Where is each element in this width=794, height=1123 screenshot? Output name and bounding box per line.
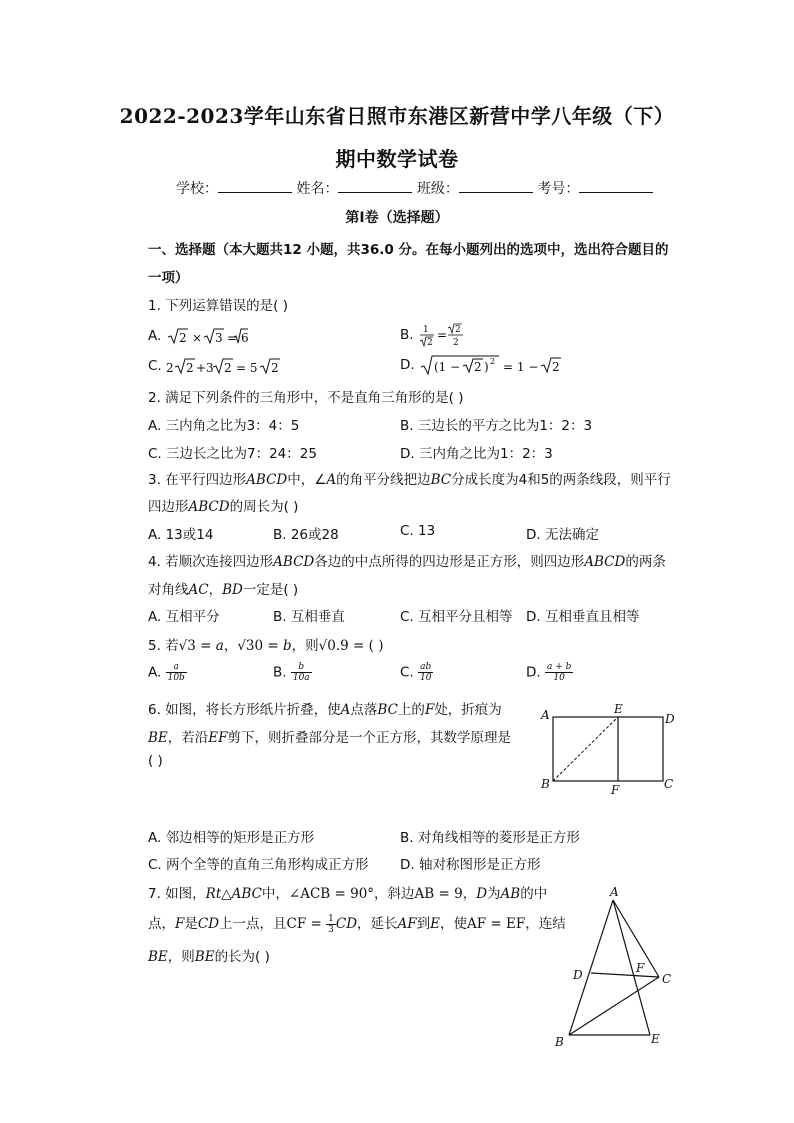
svg-text:2: 2 [224, 361, 232, 375]
q6-text: 处，折痕为 [434, 702, 502, 718]
q7-segment-dc [591, 973, 659, 977]
q1-stem: 1. 下列运算错误的是( ) [148, 298, 288, 314]
q5-b-num: b [291, 662, 312, 673]
q2-option-d[interactable]: D. 三内角之比为1：2：3 [400, 446, 553, 462]
q6-stem [148, 698, 502, 718]
q5-d-num: a + b [546, 662, 572, 672]
school-label: 学校： [176, 181, 218, 197]
q4-text: 对角线 [148, 582, 189, 598]
q7-af: AF [397, 916, 417, 932]
q6-label-b: B [541, 777, 550, 791]
q7-cd: CD [197, 916, 220, 932]
q3-text: 中，∠ [287, 472, 327, 488]
q6-option-c[interactable]: C. 两个全等的直角三角形构成正方形 [148, 857, 369, 873]
q4-abcd: ABCD [273, 554, 315, 570]
name-label: 姓名： [296, 181, 339, 197]
q4-text: 一定是( ) [242, 582, 299, 598]
q5-d-fraction [545, 662, 573, 683]
q6-stem-line3: ( ) [148, 753, 163, 769]
svg-text:= 5: = 5 [236, 361, 258, 375]
q5-b-den: 10a [292, 673, 310, 683]
q3-text: 四边形 [148, 499, 189, 515]
q7-side-bc [569, 977, 659, 1035]
svg-text:= 1 −: = 1 − [502, 360, 539, 374]
q4-option-c[interactable]: C. 互相平分且相等 [400, 609, 513, 625]
instructions-text2: 一项） [148, 270, 189, 286]
q5-d-label: D. [526, 664, 541, 681]
q7-triangle-symbol: △ [221, 886, 232, 902]
q6-text: 6. 如图，将长方形纸片折叠，使 [148, 702, 341, 718]
q3-option-b[interactable]: B. 26或28 [273, 527, 339, 543]
svg-text:2: 2 [454, 325, 461, 335]
q6-label-c: C [664, 777, 674, 791]
q6-label-e: E [614, 702, 623, 716]
school-blank[interactable] [218, 180, 292, 193]
q7-label-b: B [555, 1035, 564, 1049]
q5-stem [148, 634, 383, 654]
q5-d-den: 10 [553, 673, 565, 683]
q5-var-b: b [283, 638, 292, 654]
q4-text: ， [208, 582, 223, 598]
q7-stem-line2 [148, 912, 566, 935]
q6-option-b[interactable]: B. 对角线相等的菱形是正方形 [400, 830, 580, 846]
q7-label-f: F [636, 961, 645, 975]
exam-number-blank[interactable] [579, 180, 653, 193]
q3-abcd: ABCD [188, 499, 230, 515]
q7-cd: CD [335, 916, 358, 932]
q1-d-label: D. [400, 357, 415, 373]
q1-option-b[interactable] [400, 322, 474, 348]
q6-f: F [424, 702, 435, 718]
q6-be: BE [148, 730, 168, 746]
q4-option-d[interactable]: D. 互相垂直且相等 [526, 609, 640, 625]
q3-text: 的周长为( ) [229, 499, 299, 515]
q5-a-num: a [166, 662, 187, 673]
q1-c-label: C. [148, 358, 162, 374]
q7-label-d: D [573, 968, 583, 982]
q7-d: D [476, 886, 488, 902]
q7-stem-line3 [148, 945, 270, 965]
q7-text: ，延长 [357, 916, 398, 932]
q7-text: ， [462, 886, 477, 902]
q5-var-a: a [215, 638, 224, 654]
q7-triangle-figure [550, 884, 690, 1054]
q5-option-a[interactable] [148, 662, 187, 683]
class-label: 班级： [416, 181, 459, 197]
exam-title-line1: 2022-2023学年山东省日照市东港区新营中学八年级（下） [119, 104, 675, 128]
q4-stem-line2 [148, 578, 298, 598]
q2-option-c[interactable]: C. 三边长之比为7：24：25 [148, 446, 317, 462]
q7-text: ，则 [167, 949, 195, 965]
q6-bc: BC [377, 702, 398, 718]
q7-text: 为 [487, 886, 501, 902]
q4-stem [148, 550, 666, 570]
q6-text: ，若沿 [167, 730, 209, 746]
student-info-row [176, 178, 653, 198]
q7-frac-num: 1 [328, 913, 334, 924]
q3-bc: BC [430, 472, 452, 488]
q7-frac-den: 3 [328, 924, 334, 935]
instructions-text1: 一、选择题（本大题共12 小题，共36.0 分。在每小题列出的选项中，选出符合题目的 [148, 242, 669, 258]
q6-text: 剪下，则折叠部分是一个正方形，其数学原理是 [227, 730, 512, 746]
q7-text: 到 [416, 916, 431, 932]
q7-stem [148, 882, 547, 902]
q6-label-a: A [541, 708, 550, 722]
q5-c-label: C. [400, 664, 414, 681]
name-blank[interactable] [338, 180, 412, 193]
q7-text: 是 [184, 916, 198, 932]
q4-option-a[interactable]: A. 互相平分 [148, 609, 220, 625]
instructions-line1 [148, 238, 669, 258]
q7-text: 的中 [520, 886, 548, 902]
q2-option-a[interactable]: A. 三内角之比为3：4：5 [148, 418, 300, 434]
q2-stem: 2. 满足下列条件的三角形中，不是直角三角形的是( ) [148, 390, 464, 406]
q4-bd: BD [222, 582, 243, 598]
q1-a-label: A. [148, 328, 162, 344]
q5-b-label: B. [273, 664, 287, 681]
q6-stem-line2 [148, 726, 511, 746]
q7-label-c: C [662, 972, 672, 986]
q5-text: ， [223, 638, 238, 654]
q5-option-d[interactable] [526, 662, 573, 683]
q7-f: F [175, 916, 185, 932]
q5-a-den: 10b [167, 673, 185, 683]
q6-rectangle-figure [536, 700, 686, 800]
q5-c-num: ab [418, 662, 433, 673]
q1-option-d[interactable] [400, 354, 589, 376]
q1-d-formula [419, 354, 589, 376]
svg-text:2: 2 [186, 361, 194, 375]
q5-eq1: √3 = [178, 638, 216, 654]
instructions-line2 [148, 266, 189, 286]
q7-text: ，斜边 [374, 886, 415, 902]
q7-text: ，连结 [525, 916, 566, 932]
q3-angle-a: A [326, 472, 337, 488]
q5-c-fraction [418, 662, 433, 683]
exam-number-label: 考号： [537, 181, 580, 197]
q3-option-a[interactable]: A. 13或14 [148, 527, 214, 543]
q7-label-a: A [610, 885, 619, 899]
q4-option-b[interactable]: B. 互相垂直 [273, 609, 345, 625]
q6-text: 点落 [350, 702, 378, 718]
exam-title-line2: 期中数学试卷 [335, 147, 459, 171]
q1-c-formula [166, 356, 286, 376]
q4-ac: AC [188, 582, 209, 598]
q5-c-den: 10 [420, 673, 432, 683]
svg-text:2: 2 [178, 331, 187, 345]
svg-text:6: 6 [240, 331, 248, 345]
q7-be: BE [148, 949, 168, 965]
svg-text:2: 2 [473, 360, 482, 374]
q7-angle: ∠ACB = 90° [288, 886, 375, 902]
q6-option-d[interactable]: D. 轴对称图形是正方形 [400, 857, 541, 873]
svg-text:2: 2 [271, 361, 279, 375]
q5-text: ，则 [291, 638, 319, 654]
svg-text:2: 2 [452, 338, 459, 348]
q7-text: 点， [148, 916, 175, 932]
svg-text:(1 −: (1 − [433, 360, 461, 374]
q3-option-c[interactable]: C. 13 [400, 523, 436, 539]
section-title: 第Ⅰ卷（选择题） [345, 210, 449, 226]
q7-segment-ae [613, 900, 650, 1035]
q3-text: 的角平分线把边 [336, 472, 431, 488]
svg-text:+3: +3 [196, 361, 214, 375]
q5-option-c[interactable] [400, 662, 433, 683]
q6-a: A [340, 702, 351, 718]
q1-a-formula [166, 326, 248, 346]
q7-abc: ABC [231, 886, 262, 902]
svg-text:3: 3 [214, 331, 223, 345]
q4-text: 的两条 [625, 554, 666, 570]
q3-stem-line2 [148, 495, 298, 515]
q6-option-a[interactable]: A. 邻边相等的矩形是正方形 [148, 830, 315, 846]
q5-a-label: A. [148, 664, 162, 681]
q7-label-e: E [651, 1032, 660, 1046]
q6-label-d: D [665, 712, 675, 726]
q7-rt: Rt [205, 886, 222, 902]
q6-label-f: F [611, 783, 620, 797]
svg-text:2: 2 [166, 361, 174, 375]
q7-text: 上一点，且 [219, 916, 287, 932]
q5-eq3: √0.9 = ( ) [318, 638, 384, 654]
q4-text: 4. 若顺次连接四边形 [148, 554, 274, 570]
q6-text: 上的 [397, 702, 425, 718]
q7-text: 7. 如图， [148, 886, 206, 902]
svg-text:×: × [191, 331, 202, 345]
q1-b-label: B. [400, 327, 414, 343]
q7-be: BE [194, 949, 215, 965]
q2-option-b[interactable]: B. 三边长的平方之比为1：2：3 [400, 418, 593, 434]
svg-text:2: 2 [489, 357, 496, 366]
q5-eq2: √30 = [237, 638, 284, 654]
svg-text:=: = [436, 328, 447, 342]
q7-text: ，使 [440, 916, 467, 932]
q7-ab-eq: AB = 9 [414, 886, 463, 902]
q7-ab: AB [500, 886, 521, 902]
q4-abcd: ABCD [584, 554, 626, 570]
q7-text: 中， [261, 886, 289, 902]
q7-e: E [430, 916, 440, 932]
q7-cf-eq: CF = [286, 916, 327, 932]
class-blank[interactable] [459, 180, 533, 193]
svg-text:2: 2 [551, 360, 560, 374]
svg-text:=: = [226, 331, 237, 345]
q7-af-ef: AF = EF [467, 916, 526, 932]
q1-b-formula [418, 322, 474, 348]
svg-text:1: 1 [422, 325, 429, 335]
q7-text: 的长为( ) [214, 949, 270, 965]
q7-fraction [326, 914, 336, 935]
q6-fold-line-be [553, 717, 618, 781]
q5-b-fraction [291, 662, 312, 683]
svg-text:2: 2 [426, 338, 433, 348]
q1-option-a[interactable] [148, 326, 248, 346]
q6-ef: EF [208, 730, 228, 746]
q3-stem [148, 468, 671, 488]
q1-option-c[interactable] [148, 356, 286, 376]
q3-text: 分成长度为4和5的两条线段，则平行 [451, 472, 671, 488]
q5-text: 5. 若 [148, 638, 179, 654]
q4-text: 各边的中点所得的四边形是正方形，则四边形 [314, 554, 585, 570]
q3-option-d[interactable]: D. 无法确定 [526, 527, 599, 543]
q3-text: 3. 在平行四边形 [148, 472, 247, 488]
q3-abcd: ABCD [246, 472, 288, 488]
q5-a-fraction [166, 662, 187, 683]
q5-option-b[interactable] [273, 662, 312, 683]
svg-text:): ) [483, 360, 489, 374]
